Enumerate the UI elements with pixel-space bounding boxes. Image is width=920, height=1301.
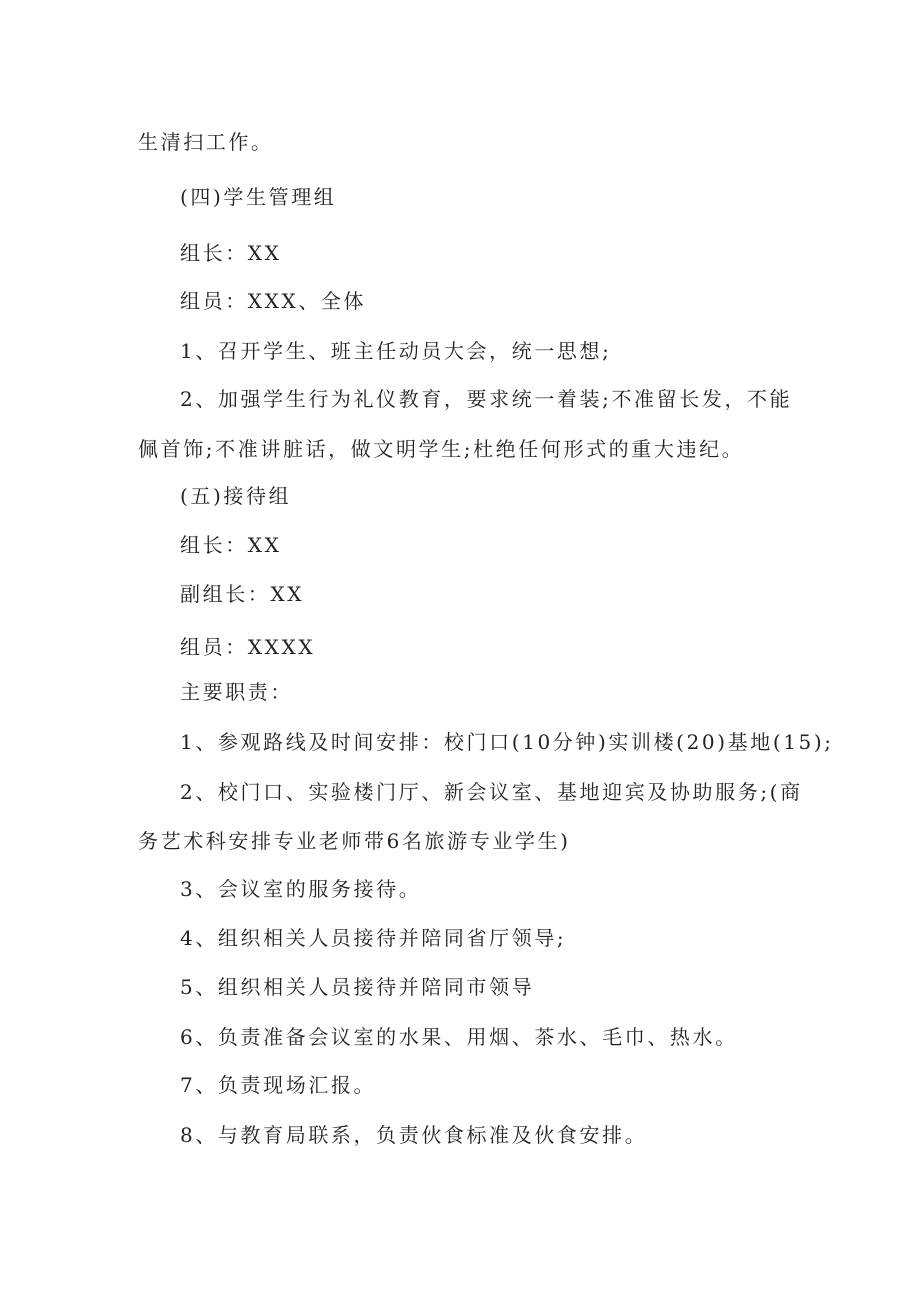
list-item: 2、加强学生行为礼仪教育，要求统一着装;不准留长发，不能 [180,387,793,411]
list-item: 6、负责准备会议室的水果、用烟、茶水、毛巾、热水。 [180,1025,738,1049]
paragraph-line: 主要职责： [180,680,293,704]
paragraph-line: 佩首饰;不准讲脏话，做文明学生;杜绝任何形式的重大违纪。 [138,437,745,461]
list-item: 4、组织相关人员接待并陪同省厅领导; [180,926,567,950]
list-item: 2、校门口、实验楼门厅、新会议室、基地迎宾及协助服务;(商 [180,780,803,804]
list-item: 1、参观路线及时间安排：校门口(10分钟)实训楼(20)基地(15); [180,730,834,754]
section-heading: (五)接待组 [180,484,292,508]
paragraph-line: 副组长：XX [180,582,305,606]
paragraph-line: 组长：XX [180,533,282,557]
section-heading: (四)学生管理组 [180,185,337,209]
list-item: 1、召开学生、班主任动员大会，统一思想; [180,339,612,363]
paragraph-line: 组员：XXX、全体 [180,289,367,313]
paragraph-line: 组员：XXXX [180,635,316,659]
list-item: 7、负责现场汇报。 [180,1073,377,1097]
paragraph-line: 务艺术科安排专业老师带6名旅游专业学生) [138,829,571,853]
paragraph-line: 组长：XX [180,241,282,265]
list-item: 3、会议室的服务接待。 [180,877,422,901]
list-item: 5、组织相关人员接待并陪同市领导 [180,975,535,999]
paragraph-line: 生清扫工作。 [138,130,274,154]
list-item: 8、与教育局联系，负责伙食标准及伙食安排。 [180,1123,648,1147]
